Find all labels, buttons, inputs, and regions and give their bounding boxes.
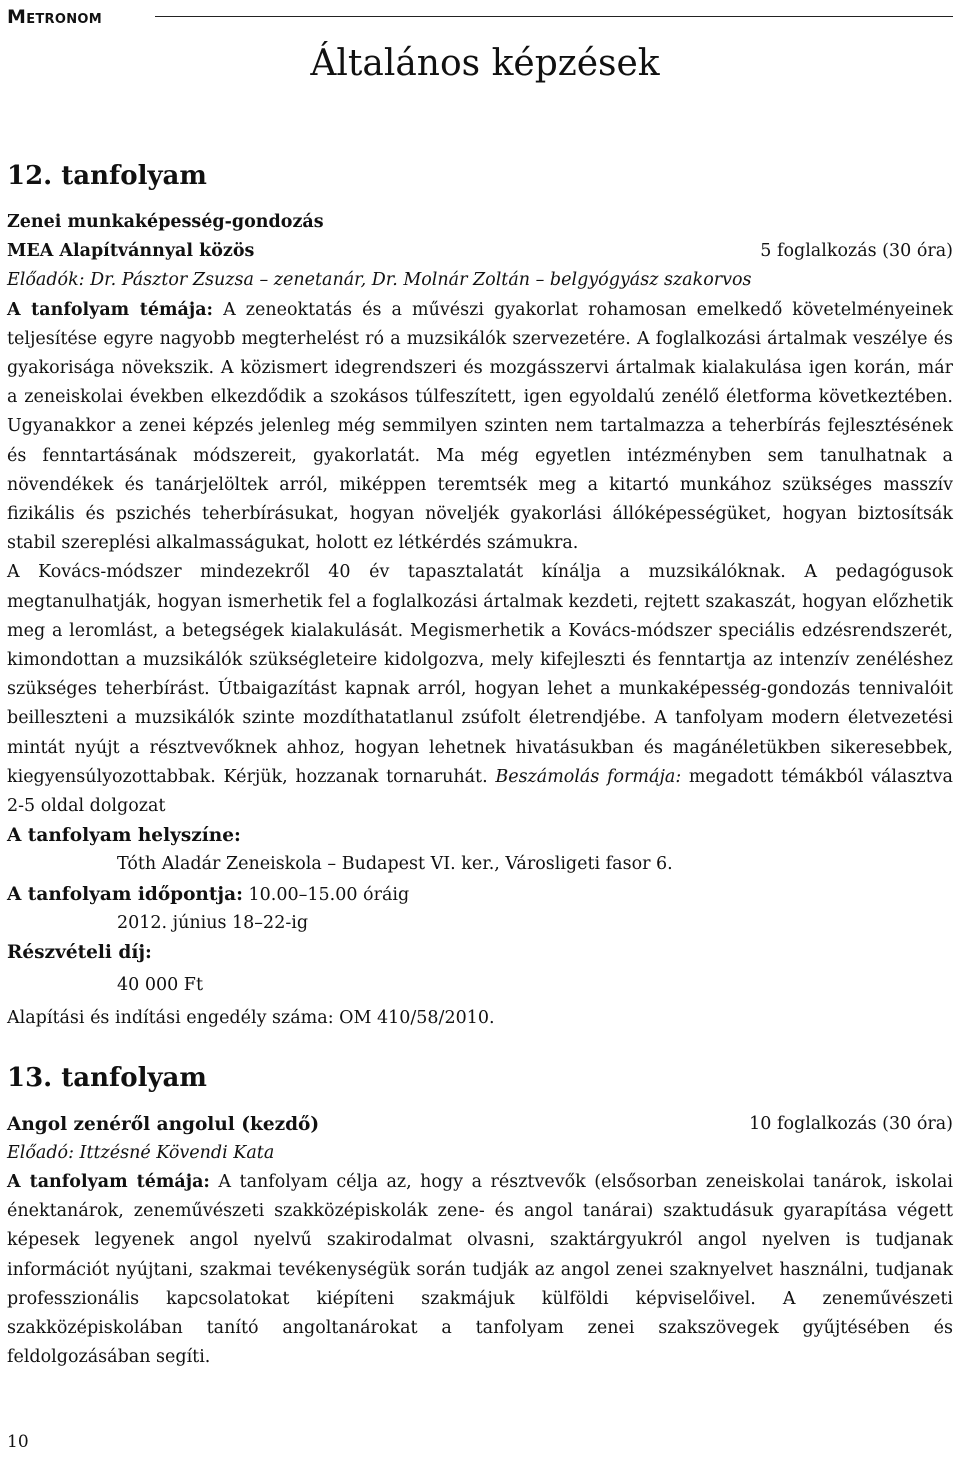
course-12-venue-label: A tanfolyam helyszíne: <box>7 825 241 847</box>
course-12-partner-row <box>7 237 953 266</box>
course-13-topic-label: A tanfolyam témája: <box>7 1171 210 1192</box>
course-12-fee-label: Részvételi díj: <box>7 941 152 963</box>
course-12-time-label: A tanfolyam időpontja: <box>7 883 243 905</box>
course-12-topic-label: A tanfolyam témája: <box>7 299 213 320</box>
course-13-topic-text: A tanfolyam célja az, hogy a résztvevők (elsősorban zeneiskolai tanárok, iskolai énektanárok, zeneművészeti szakközépiskolák zene- és angol tanárai) szaktudásuk gyarapítása végett képesek legyenek angol nyelvű szakirodalmat olvasni, szaktárgyukról angol nyelven is tudjanak információt nyújtani, szakmai tevékenységük során tudják az angol zenei szaknyelvet használni, tudjanak professzionális kapcsolatokat kiépíteni szakmájuk külföldi képviselőivel. A zeneművészeti szakközépiskolában tanító angoltanárokat a tanfolyam zenei szakszövegek gyűjtésében és feldolgozásában segíti. <box>7 1171 953 1368</box>
course-12-heading: 12. tanfolyam <box>7 161 207 191</box>
course-12-partner: MEA Alapítvánnyal közös <box>7 241 255 262</box>
page-header <box>7 4 953 28</box>
course-12-time: 10.00–15.00 óráig <box>248 884 410 905</box>
course-12-name: Zenei munkaképesség-gondozás <box>7 212 324 232</box>
course-13-sessions: 10 foglalkozás (30 óra) <box>749 1113 953 1134</box>
course-12-paragraph-2 <box>7 558 953 821</box>
course-12-license: Alapítási és indítási engedély száma: OM 410/58/2010. <box>7 1008 495 1029</box>
course-12-report-label: Beszámolás formája: <box>495 766 682 787</box>
course-12-topic <box>7 296 953 559</box>
page-title: Általános képzések <box>310 43 660 84</box>
course-12 <box>7 150 953 1034</box>
course-12-lecturers: Előadók: Dr. Pásztor Zsuzsa – zenetanár, Dr. Molnár Zoltán – belgyógyász szakorvos <box>7 270 752 291</box>
course-12-time-row <box>7 880 953 909</box>
course-12-fee: 40 000 Ft <box>117 975 203 996</box>
course-12-topic-text: A zeneoktatás és a művészi gyakorlat rohamosan emelkedő követelményeinek teljesítése egyre nagyobb megterhelést ró a muzsikálók szervezetére. A foglalkozási ártalmak veszélye és gyakorisága növekszik. A közismert idegrendszeri és mozgásszervi ártalmak kialakulása igen korán, már a zeneiskolai években elkezdődik a szokásos túlfeszített, igen egyoldalú zenélő életforma következtében. Ugyanakkor a zenei képzés jelenleg még semmilyen szinten nem tartalmazza a teherbírás fejlesztésének és fenntartásának módszereit, gyakorlatát. Ma még egyetlen intézményben sem tanulhatnak a növendékek és tanárjelöltek arról, miképpen teremtsék meg a kitartó munkához szükséges masszív fizikális és pszichés teherbírásukat, hogyan növeljék gyakorlási állóképességüket, hogyan biztosítsák stabil szereplési alkalmasságukat, holott ez létkérdés számukra. <box>7 299 953 554</box>
course-13-heading: 13. tanfolyam <box>7 1062 207 1093</box>
main-content <box>7 150 953 1372</box>
course-12-paragraph-2-text: A Kovács-módszer mindezekről 40 év tapasztalatát kínálja a muzsikálóknak. A pedagógusok megtanulhatják, hogyan ismerhetik fel a foglalkozási ártalmak kezdeti, rejtett szakaszát, hogyan előzhetik meg a leromlást, a betegségek kialakulását. Megismerhetik a Kovács-módszer speciális edzésrendszerét, kimondottan a muzsikálók szükségleteire kidolgozva, mely kifejleszti és fenntartja az intenzív zenéléshez szükséges teherbírást. Útbaigazítást kapnak arról, hogyan lehet a munkaképesség-gondozás tennivalóit beilleszteni a muzsikálók szinte mozdíthatatlanul zsúfolt életrendjébe. A tanfolyam modern életvezetési mintát nyújt a résztvevőknek ahhoz, hogyan lehetnek hivatásukban és magánéletükben sikeresebbek, kiegyensúlyozottabbak. Kérjük, hozzanak tornaruhát. <box>7 562 953 787</box>
course-12-report-text: megadott témákból választva 2-5 oldal dolgozat <box>7 766 953 817</box>
course-13-name-row <box>7 1110 953 1139</box>
page-number: 10 <box>7 1432 29 1452</box>
course-13-name: Angol zenéről angolul (kezdő) <box>7 1113 320 1135</box>
course-12-venue: Tóth Aladár Zeneiskola – Budapest VI. ker., Városligeti fasor 6. <box>117 854 673 875</box>
course-12-sessions: 5 foglalkozás (30 óra) <box>760 241 953 262</box>
brand-name: Metronom <box>7 6 102 28</box>
course-13-topic <box>7 1168 953 1372</box>
course-13-lecturer: Előadó: Ittzésné Kövendi Kata <box>7 1142 275 1163</box>
course-12-date: 2012. június 18–22-ig <box>117 912 309 933</box>
section-gap <box>7 1034 953 1052</box>
course-13 <box>7 1052 953 1373</box>
header-rule <box>155 16 953 17</box>
